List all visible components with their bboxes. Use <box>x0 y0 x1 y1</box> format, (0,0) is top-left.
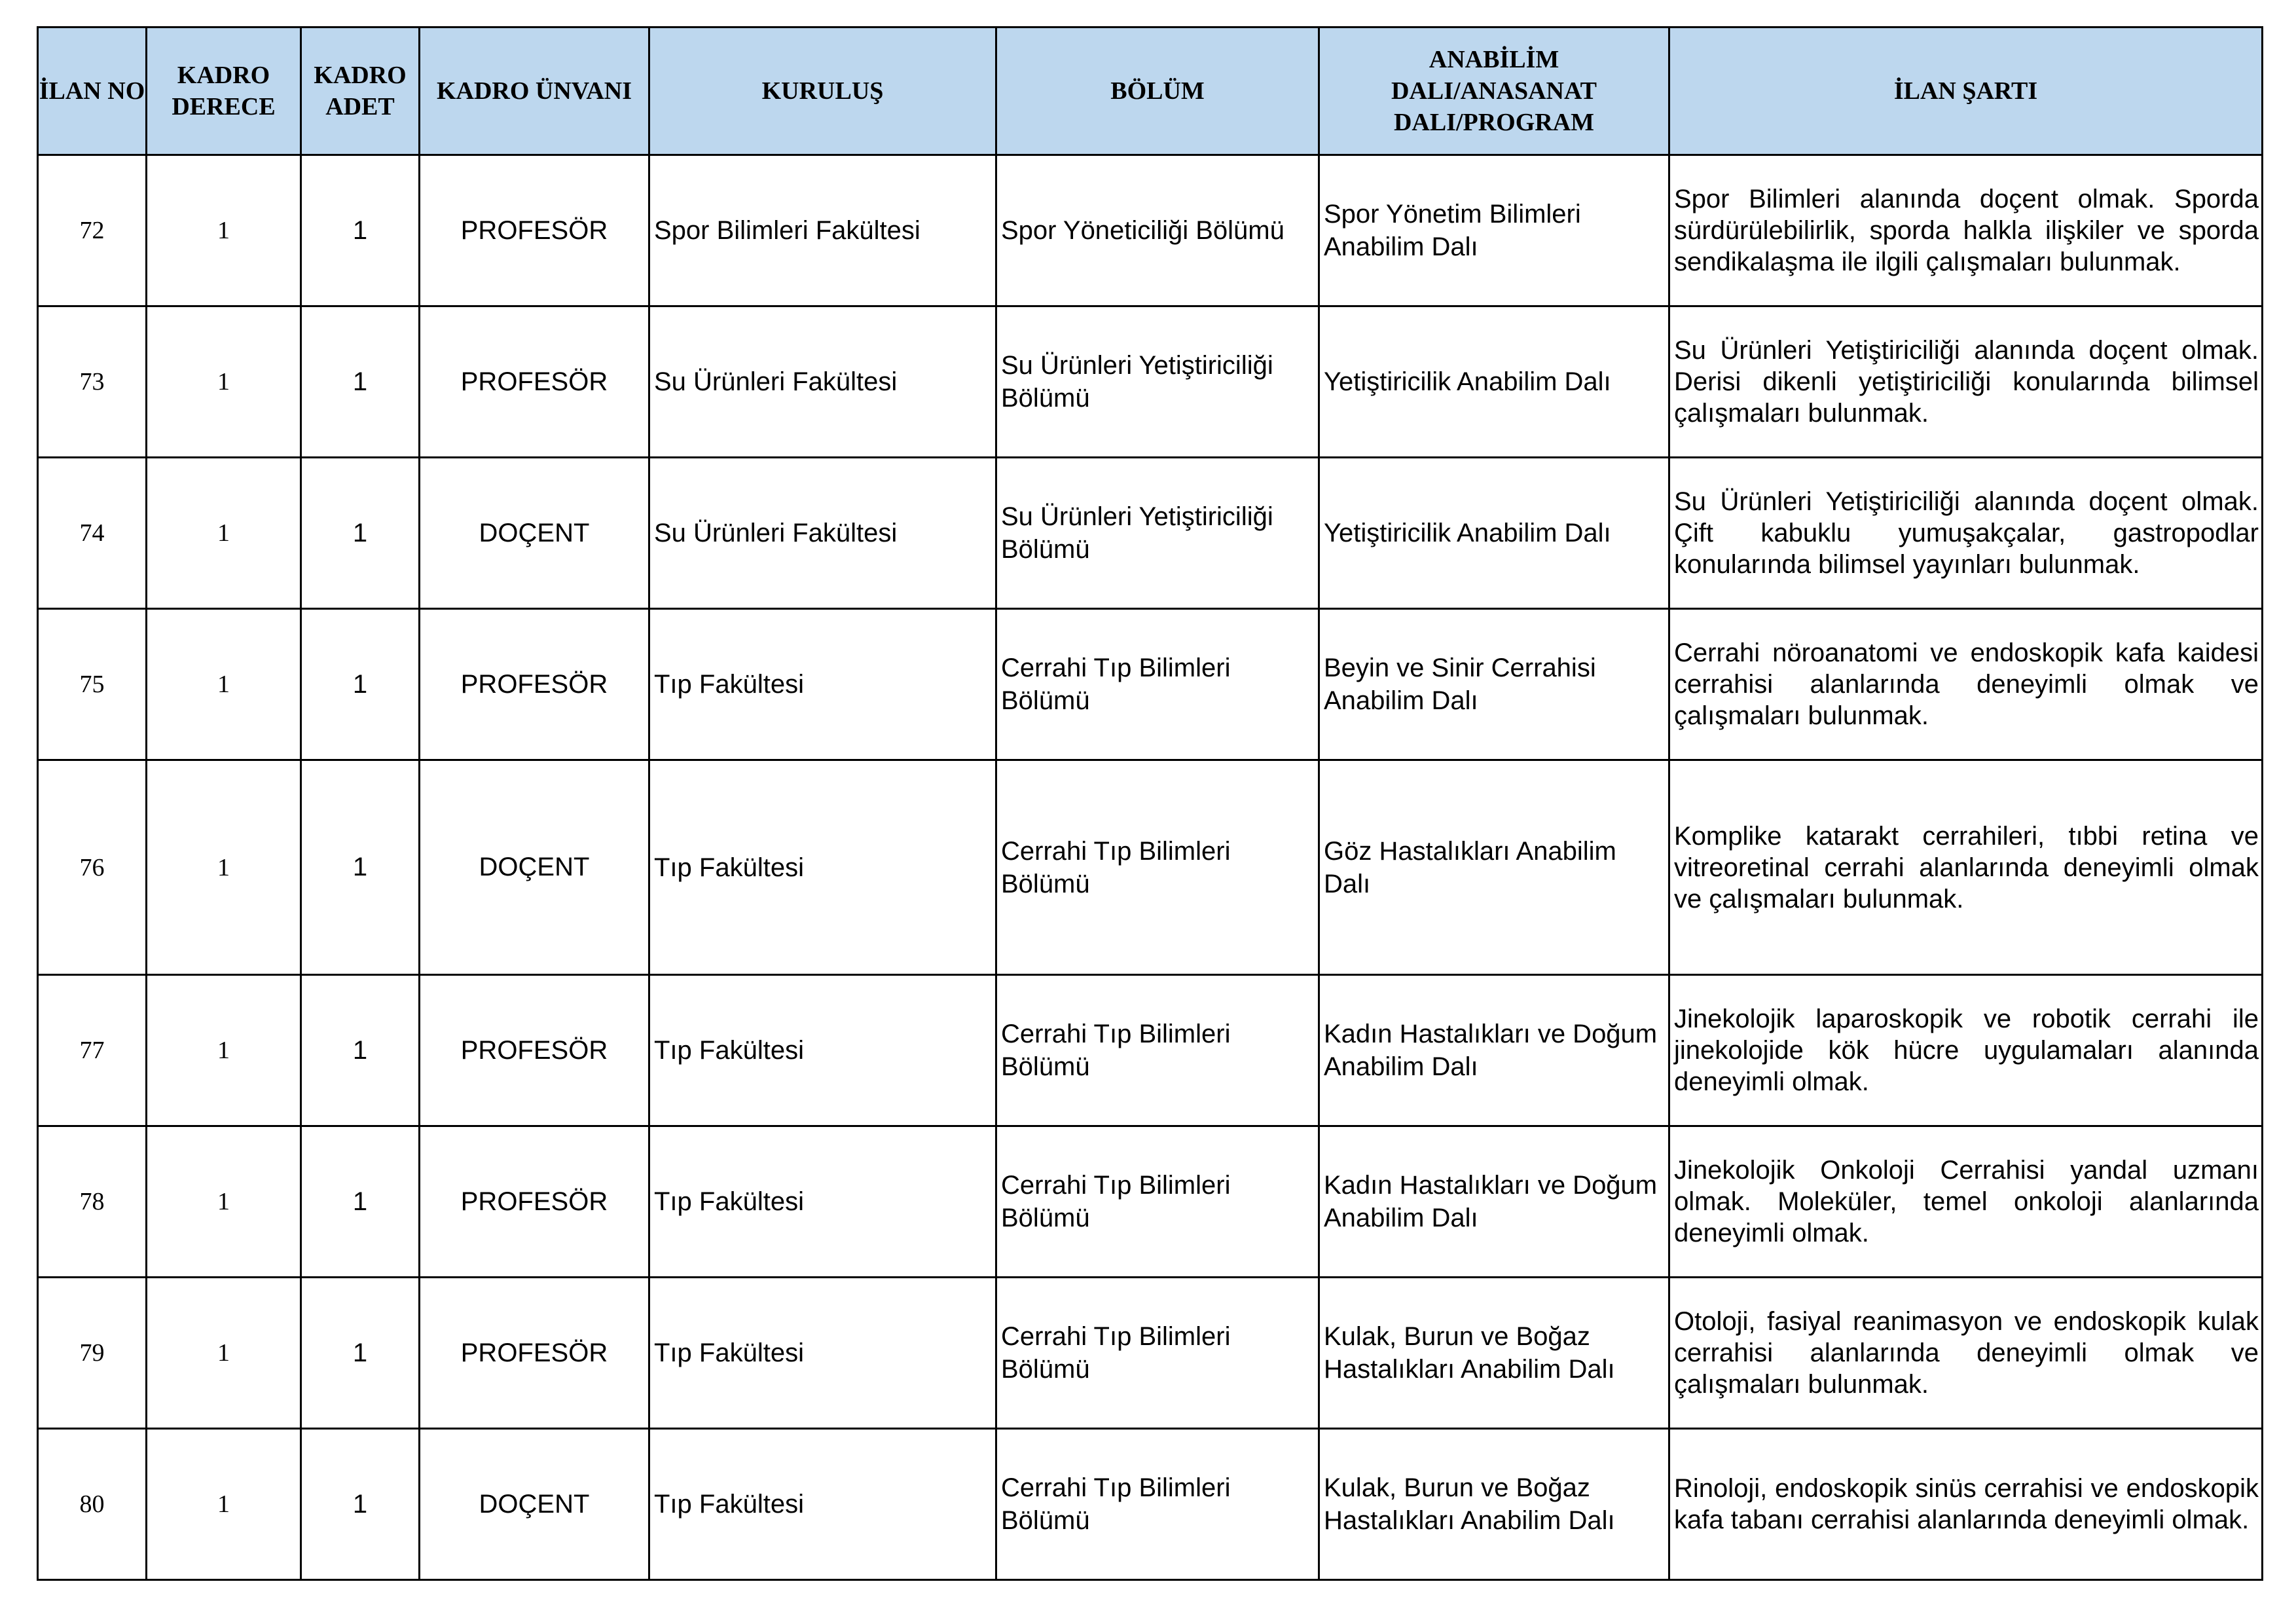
ilan-sarti-cell: Otoloji, fasiyal reanimasyon ve endoskopik kulak cerrahisi alanlarında deneyimli olmak ve çalışmaları bulunmak. <box>1669 1278 2263 1429</box>
header-ilan-no: İLAN NO <box>38 28 147 155</box>
anabilim-cell: Kulak, Burun ve Boğaz Hastalıkları Anabilim Dalı <box>1319 1278 1669 1429</box>
kadro-derece-cell: 1 <box>147 1126 301 1278</box>
anabilim-cell: Kulak, Burun ve Boğaz Hastalıkları Anabilim Dalı <box>1319 1429 1669 1580</box>
kadro-derece-cell: 1 <box>147 975 301 1126</box>
table-row <box>38 760 2263 975</box>
bolum-cell: Spor Yöneticiliği Bölümü <box>996 155 1319 306</box>
ilan-no-cell: 76 <box>38 760 147 975</box>
bolum-cell: Su Ürünleri Yetiştiriciliği Bölümü <box>996 458 1319 609</box>
kadro-unvani-cell: DOÇENT <box>420 760 649 975</box>
kadro-adet-cell: 1 <box>301 1429 420 1580</box>
header-kadro-derece: KADRO DERECE <box>147 28 301 155</box>
kurulus-cell: Tıp Fakültesi <box>649 1126 996 1278</box>
table-row <box>38 458 2263 609</box>
table-row <box>38 609 2263 760</box>
anabilim-cell: Yetiştiricilik Anabilim Dalı <box>1319 306 1669 458</box>
ilan-sarti-cell: Cerrahi nöroanatomi ve endoskopik kafa kaidesi cerrahisi alanlarında deneyimli olmak ve çalışmaları bulunmak. <box>1669 609 2263 760</box>
kadro-derece-cell: 1 <box>147 155 301 306</box>
kadro-derece-cell: 1 <box>147 1278 301 1429</box>
kadro-adet-cell: 1 <box>301 306 420 458</box>
table-row <box>38 1126 2263 1278</box>
anabilim-cell: Spor Yönetim Bilimleri Anabilim Dalı <box>1319 155 1669 306</box>
kurulus-cell: Tıp Fakültesi <box>649 975 996 1126</box>
header-kurulus: KURULUŞ <box>649 28 996 155</box>
ilan-sarti-cell: Jinekolojik laparoskopik ve robotik cerrahi ile jinekolojide kök hücre uygulamaları alanında deneyimli olmak. <box>1669 975 2263 1126</box>
kadro-unvani-cell: PROFESÖR <box>420 1278 649 1429</box>
kurulus-cell: Su Ürünleri Fakültesi <box>649 306 996 458</box>
kadro-derece-cell: 1 <box>147 609 301 760</box>
anabilim-cell: Beyin ve Sinir Cerrahisi Anabilim Dalı <box>1319 609 1669 760</box>
bolum-cell: Cerrahi Tıp Bilimleri Bölümü <box>996 1126 1319 1278</box>
table-row <box>38 975 2263 1126</box>
kadro-adet-cell: 1 <box>301 155 420 306</box>
table-row <box>38 306 2263 458</box>
table-row <box>38 1429 2263 1580</box>
header-ilan-sarti: İLAN ŞARTI <box>1669 28 2263 155</box>
kurulus-cell: Tıp Fakültesi <box>649 1429 996 1580</box>
header-kadro-adet: KADRO ADET <box>301 28 420 155</box>
header-kadro-unvani: KADRO ÜNVANI <box>420 28 649 155</box>
header-anabilim: ANABİLİM DALI/ANASANAT DALI/PROGRAM <box>1319 28 1669 155</box>
table-row <box>38 1278 2263 1429</box>
kadro-unvani-cell: PROFESÖR <box>420 1126 649 1278</box>
bolum-cell: Cerrahi Tıp Bilimleri Bölümü <box>996 1429 1319 1580</box>
anabilim-cell: Kadın Hastalıkları ve Doğum Anabilim Dalı <box>1319 1126 1669 1278</box>
kadro-unvani-cell: PROFESÖR <box>420 306 649 458</box>
kurulus-cell: Su Ürünleri Fakültesi <box>649 458 996 609</box>
ilan-no-cell: 78 <box>38 1126 147 1278</box>
bolum-cell: Su Ürünleri Yetiştiriciliği Bölümü <box>996 306 1319 458</box>
bolum-cell: Cerrahi Tıp Bilimleri Bölümü <box>996 1278 1319 1429</box>
kadro-adet-cell: 1 <box>301 760 420 975</box>
table-row <box>38 155 2263 306</box>
table-header-row <box>38 28 2263 155</box>
kadro-unvani-cell: DOÇENT <box>420 1429 649 1580</box>
kadro-unvani-cell: PROFESÖR <box>420 609 649 760</box>
ilan-no-cell: 74 <box>38 458 147 609</box>
ilan-no-cell: 73 <box>38 306 147 458</box>
ilan-sarti-cell: Komplike katarakt cerrahileri, tıbbi retina ve vitreoretinal cerrahi alanlarında deneyimli olmak ve çalışmaları bulunmak. <box>1669 760 2263 975</box>
ilan-no-cell: 79 <box>38 1278 147 1429</box>
ilan-no-cell: 77 <box>38 975 147 1126</box>
anabilim-cell: Yetiştiricilik Anabilim Dalı <box>1319 458 1669 609</box>
anabilim-cell: Göz Hastalıkları Anabilim Dalı <box>1319 760 1669 975</box>
ilan-no-cell: 80 <box>38 1429 147 1580</box>
kadro-derece-cell: 1 <box>147 306 301 458</box>
kadro-derece-cell: 1 <box>147 458 301 609</box>
bolum-cell: Cerrahi Tıp Bilimleri Bölümü <box>996 760 1319 975</box>
kadro-adet-cell: 1 <box>301 609 420 760</box>
ilan-sarti-cell: Jinekolojik Onkoloji Cerrahisi yandal uzmanı olmak. Moleküler, temel onkoloji alanlarında deneyimli olmak. <box>1669 1126 2263 1278</box>
ilan-sarti-cell: Su Ürünleri Yetiştiriciliği alanında doçent olmak. Çift kabuklu yumuşakçalar, gastropodlar konularında bilimsel yayınları bulunmak. <box>1669 458 2263 609</box>
header-bolum: BÖLÜM <box>996 28 1319 155</box>
kadro-adet-cell: 1 <box>301 975 420 1126</box>
ilan-no-cell: 72 <box>38 155 147 306</box>
ilan-sarti-cell: Spor Bilimleri alanında doçent olmak. Sporda sürdürülebilirlik, sporda halkla ilişkiler ve sporda sendikalaşma ile ilgili çalışmaları bulunmak. <box>1669 155 2263 306</box>
ilan-sarti-cell: Su Ürünleri Yetiştiriciliği alanında doçent olmak. Derisi dikenli yetiştiriciliği konularında bilimsel çalışmaları bulunmak. <box>1669 306 2263 458</box>
position-table <box>37 26 2263 1581</box>
kadro-derece-cell: 1 <box>147 1429 301 1580</box>
kurulus-cell: Spor Bilimleri Fakültesi <box>649 155 996 306</box>
kadro-adet-cell: 1 <box>301 1278 420 1429</box>
kadro-unvani-cell: DOÇENT <box>420 458 649 609</box>
kadro-unvani-cell: PROFESÖR <box>420 155 649 306</box>
anabilim-cell: Kadın Hastalıkları ve Doğum Anabilim Dalı <box>1319 975 1669 1126</box>
kurulus-cell: Tıp Fakültesi <box>649 760 996 975</box>
bolum-cell: Cerrahi Tıp Bilimleri Bölümü <box>996 975 1319 1126</box>
kadro-unvani-cell: PROFESÖR <box>420 975 649 1126</box>
kadro-adet-cell: 1 <box>301 1126 420 1278</box>
kurulus-cell: Tıp Fakültesi <box>649 609 996 760</box>
kurulus-cell: Tıp Fakültesi <box>649 1278 996 1429</box>
ilan-sarti-cell: Rinoloji, endoskopik sinüs cerrahisi ve endoskopik kafa tabanı cerrahisi alanlarında deneyimli olmak. <box>1669 1429 2263 1580</box>
ilan-no-cell: 75 <box>38 609 147 760</box>
position-announcement-sheet <box>37 26 2263 1581</box>
kadro-adet-cell: 1 <box>301 458 420 609</box>
kadro-derece-cell: 1 <box>147 760 301 975</box>
bolum-cell: Cerrahi Tıp Bilimleri Bölümü <box>996 609 1319 760</box>
